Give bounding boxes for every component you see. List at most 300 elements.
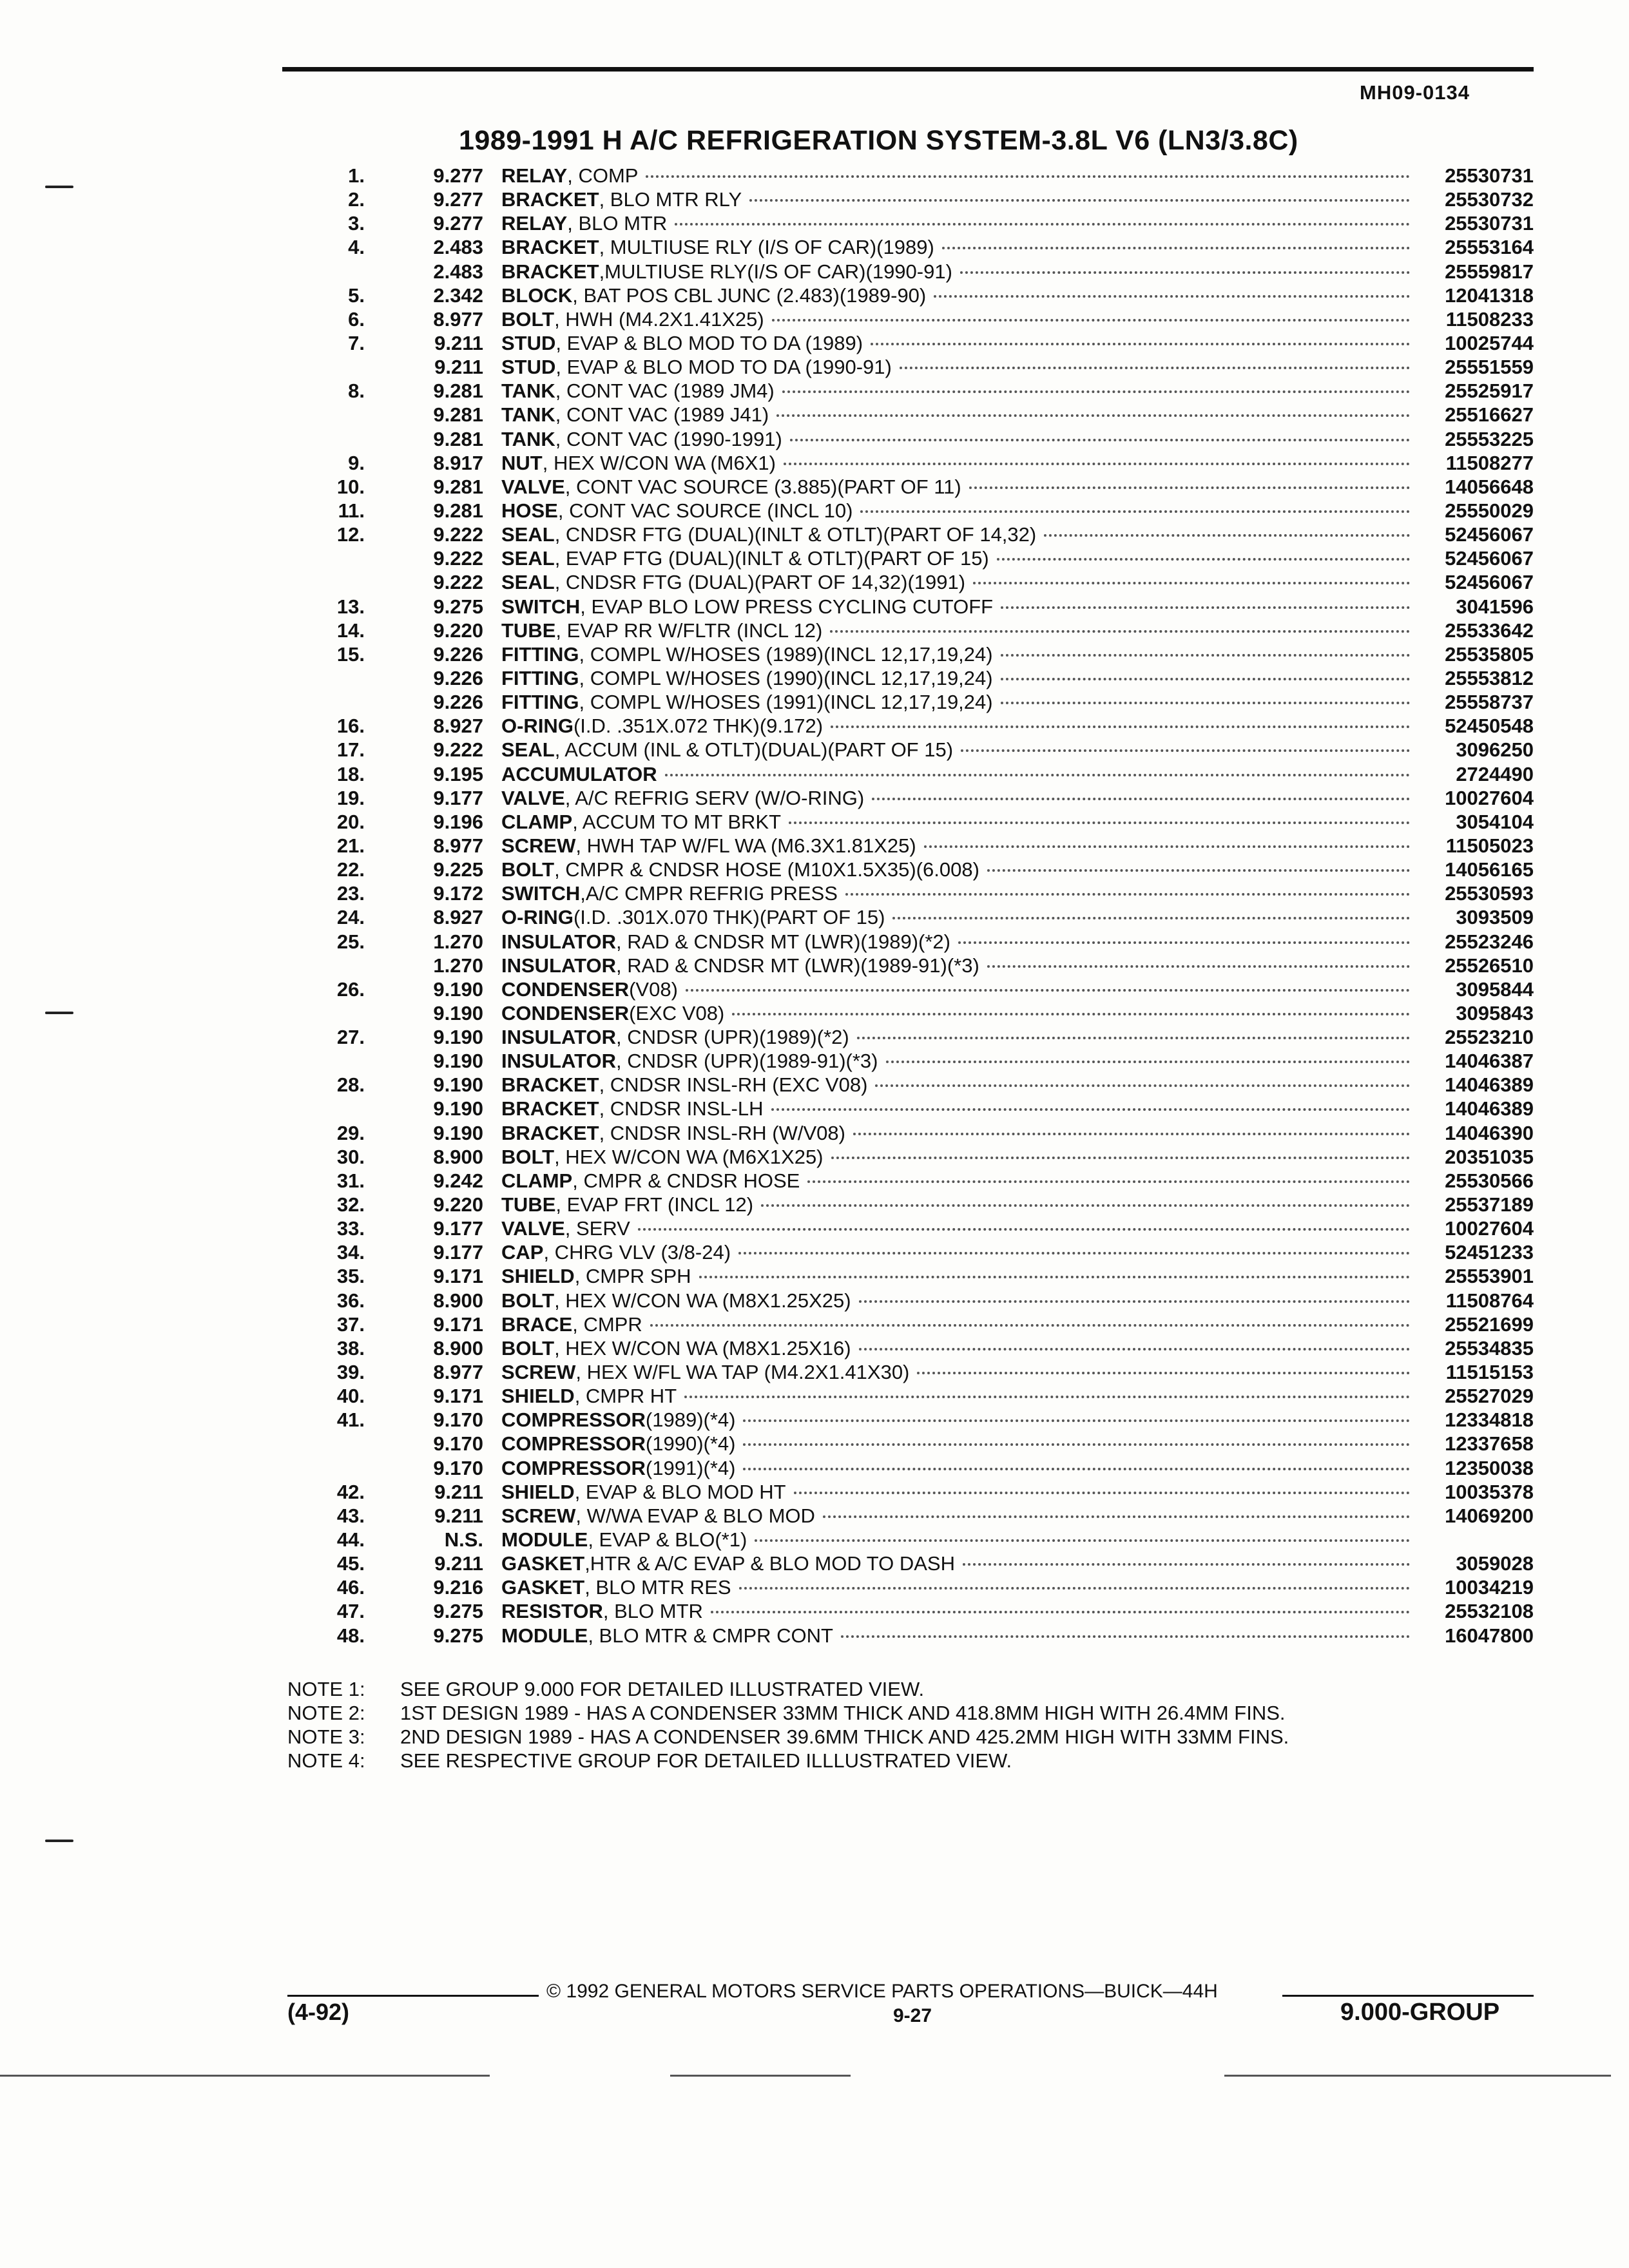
part-detail: , CMPR SPH xyxy=(574,1265,691,1288)
part-row xyxy=(0,905,1629,929)
part-row xyxy=(0,260,1629,284)
dot-leader xyxy=(771,1108,1411,1111)
part-number: 25551559 xyxy=(1445,356,1534,379)
note-line xyxy=(287,1749,1289,1773)
dot-leader xyxy=(650,1324,1410,1327)
part-detail: ,MULTIUSE RLY(I/S OF CAR)(1990-91) xyxy=(599,260,952,283)
group-number: 9.177 xyxy=(433,786,483,809)
dot-leader xyxy=(743,1419,1410,1422)
group-number: 1.270 xyxy=(433,930,483,953)
part-row xyxy=(0,810,1629,834)
part-number: 3093509 xyxy=(1456,906,1534,929)
part-number: 25530566 xyxy=(1445,1169,1534,1192)
part-description xyxy=(501,307,1416,331)
dot-leader xyxy=(749,199,1410,202)
part-name: SCREW xyxy=(501,834,576,857)
part-number: 25525917 xyxy=(1445,380,1534,403)
part-number: 25532108 xyxy=(1445,1600,1534,1623)
part-row xyxy=(0,1001,1629,1025)
group-number: 9.195 xyxy=(433,762,483,785)
part-name: RESISTOR xyxy=(501,1600,603,1623)
part-number: 11508764 xyxy=(1445,1289,1534,1312)
item-number: 18. xyxy=(336,762,365,785)
part-number: 14056648 xyxy=(1445,475,1534,498)
part-description xyxy=(501,211,1416,235)
part-name: VALVE xyxy=(501,786,565,809)
part-number: 25530732 xyxy=(1445,188,1534,211)
part-detail: , HEX W/CON WA (M8X1.25X25) xyxy=(554,1289,851,1312)
part-number: 10027604 xyxy=(1445,786,1534,809)
group-number: 9.211 xyxy=(434,331,483,354)
part-name: NUT xyxy=(501,451,543,474)
dot-leader xyxy=(686,989,1410,992)
group-number: 8.977 xyxy=(433,834,483,857)
part-description xyxy=(501,930,1416,954)
dot-leader xyxy=(973,582,1410,584)
part-name: TUBE xyxy=(501,619,556,642)
part-number: 20351035 xyxy=(1445,1145,1534,1168)
dot-leader xyxy=(790,439,1410,441)
part-description xyxy=(501,1121,1416,1145)
part-description xyxy=(501,570,1416,594)
part-row xyxy=(0,1264,1629,1288)
part-description xyxy=(501,1216,1416,1240)
part-detail: , CMPR HT xyxy=(574,1385,677,1408)
group-number: 8.900 xyxy=(433,1145,483,1168)
part-description xyxy=(501,834,1416,858)
part-row xyxy=(0,570,1629,594)
item-number: 21. xyxy=(336,834,365,857)
item-number: 47. xyxy=(336,1600,365,1623)
item-number: 6. xyxy=(348,307,365,331)
part-number: 25526510 xyxy=(1445,954,1534,977)
part-description xyxy=(501,1599,1416,1623)
part-name: BRACKET xyxy=(501,260,599,283)
part-detail: , CONT VAC (1989 J41) xyxy=(555,403,769,427)
item-number: 9. xyxy=(348,451,365,474)
part-detail: , COMPL W/HOSES (1990)(INCL 12,17,19,24) xyxy=(579,666,993,689)
part-name: BLOCK xyxy=(501,284,573,307)
part-detail: (I.D. .301X.070 THK)(PART OF 15) xyxy=(573,906,885,929)
part-row xyxy=(0,523,1629,546)
group-number: 9.190 xyxy=(433,1073,483,1097)
item-number: 1. xyxy=(348,164,365,187)
dot-leader xyxy=(958,941,1410,944)
part-description xyxy=(501,1456,1416,1480)
part-row xyxy=(0,1552,1629,1575)
part-detail: , CNDSR INSL-RH (EXC V08) xyxy=(599,1073,868,1097)
dot-leader xyxy=(743,1443,1410,1446)
part-name: BRACKET xyxy=(501,236,599,259)
part-description xyxy=(501,1624,1416,1648)
part-description xyxy=(501,284,1416,307)
part-detail: , ACCUM TO MT BRKT xyxy=(572,810,782,833)
group-number: 9.222 xyxy=(433,523,483,546)
part-description xyxy=(501,1169,1416,1193)
dot-leader xyxy=(934,295,1410,298)
dot-leader xyxy=(711,1611,1410,1613)
part-name: RELAY xyxy=(501,164,568,187)
dot-leader xyxy=(761,1204,1410,1207)
scan-artifact-line xyxy=(670,2075,851,2077)
part-description xyxy=(501,1360,1416,1384)
part-name: TANK xyxy=(501,403,555,427)
part-detail: , CNDSR INSL-LH xyxy=(599,1097,764,1120)
part-number: 11505023 xyxy=(1445,834,1534,857)
part-name: BOLT xyxy=(501,307,555,331)
part-name: SWITCH xyxy=(501,595,581,618)
part-description xyxy=(501,355,1416,379)
note-line xyxy=(287,1725,1289,1749)
group-number: 2.342 xyxy=(433,284,483,307)
dot-leader xyxy=(807,1180,1410,1183)
part-description xyxy=(501,546,1416,570)
item-number: 48. xyxy=(336,1624,365,1647)
part-description xyxy=(501,1528,1416,1552)
part-detail: , RAD & CNDSR MT (LWR)(1989-91)(*3) xyxy=(615,954,979,977)
part-description xyxy=(501,595,1416,619)
part-description xyxy=(501,403,1416,427)
item-number: 13. xyxy=(336,595,365,618)
part-number: 25516627 xyxy=(1445,403,1534,427)
part-number: 25559817 xyxy=(1445,260,1534,283)
part-description xyxy=(501,881,1416,905)
part-detail: (V08) xyxy=(629,977,678,1001)
group-number: 8.977 xyxy=(433,307,483,331)
part-row xyxy=(0,762,1629,786)
dot-leader xyxy=(960,271,1410,274)
dot-leader xyxy=(872,798,1410,800)
group-number: 8.900 xyxy=(433,1336,483,1360)
group-number: 9.281 xyxy=(433,475,483,498)
item-number: 30. xyxy=(336,1145,365,1168)
group-number: 1.270 xyxy=(433,954,483,977)
part-row xyxy=(0,1480,1629,1504)
copyright-text: © 1992 GENERAL MOTORS SERVICE PARTS OPERATIONS—BUICK—44H xyxy=(546,1981,1218,2002)
part-name: MODULE xyxy=(501,1624,588,1647)
dot-leader xyxy=(638,1228,1410,1231)
dot-leader xyxy=(871,343,1410,345)
part-description xyxy=(501,786,1416,810)
part-description xyxy=(501,1408,1416,1432)
part-description xyxy=(501,1264,1416,1288)
part-name: SEAL xyxy=(501,547,555,570)
part-row xyxy=(0,355,1629,379)
group-number: 9.281 xyxy=(433,380,483,403)
dot-leader xyxy=(924,845,1410,848)
note-line xyxy=(287,1677,1289,1701)
dot-leader xyxy=(987,965,1410,968)
dot-leader xyxy=(675,223,1410,226)
part-number: 25521699 xyxy=(1445,1312,1534,1336)
group-number: 9.171 xyxy=(433,1312,483,1336)
group-number: 9.222 xyxy=(433,547,483,570)
dot-leader xyxy=(646,175,1410,178)
part-name: MODULE xyxy=(501,1528,588,1552)
part-row xyxy=(0,1456,1629,1480)
part-name: GASKET xyxy=(501,1552,585,1575)
group-number: 9.220 xyxy=(433,1193,483,1216)
part-row xyxy=(0,619,1629,642)
part-name: SEAL xyxy=(501,738,555,762)
group-number: 8.977 xyxy=(433,1361,483,1384)
item-number: 25. xyxy=(336,930,365,953)
part-row xyxy=(0,1145,1629,1169)
part-description xyxy=(501,1575,1416,1599)
item-number: 43. xyxy=(336,1504,365,1527)
dot-leader xyxy=(823,1515,1410,1518)
item-number: 35. xyxy=(336,1265,365,1288)
part-row xyxy=(0,1575,1629,1599)
group-number: 8.927 xyxy=(433,715,483,738)
part-detail: , CNDSR FTG (DUAL)(PART OF 14,32)(1991) xyxy=(554,571,966,594)
part-row xyxy=(0,307,1629,331)
part-detail: (1990)(*4) xyxy=(645,1432,736,1456)
part-detail: , COMPL W/HOSES (1989)(INCL 12,17,19,24) xyxy=(579,642,993,666)
group-number: 9.275 xyxy=(433,1600,483,1623)
part-number: 52456067 xyxy=(1445,523,1534,546)
part-description xyxy=(501,235,1416,259)
group-number: 9.196 xyxy=(433,810,483,833)
part-name: COMPRESSOR xyxy=(501,1456,646,1479)
group-number: 9.226 xyxy=(433,666,483,689)
part-detail: , HEX W/CON WA (M6X1) xyxy=(542,451,776,474)
dot-leader xyxy=(942,247,1410,249)
part-name: O-RING xyxy=(501,906,574,929)
part-row xyxy=(0,187,1629,211)
part-row xyxy=(0,690,1629,714)
group-number: N.S. xyxy=(444,1528,483,1552)
item-number: 38. xyxy=(336,1336,365,1360)
part-number: 25553225 xyxy=(1445,427,1534,450)
item-number: 39. xyxy=(336,1361,365,1384)
part-description xyxy=(501,905,1416,929)
dot-leader xyxy=(665,774,1410,776)
part-detail: , ACCUM (INL & OTLT)(DUAL)(PART OF 15) xyxy=(554,738,954,762)
group-number: 9.190 xyxy=(433,1001,483,1024)
group-number: 9.170 xyxy=(433,1408,483,1432)
item-number: 4. xyxy=(348,236,365,259)
part-name: CLAMP xyxy=(501,810,573,833)
part-description xyxy=(501,499,1416,523)
part-description xyxy=(501,164,1416,187)
group-number: 9.211 xyxy=(434,356,483,379)
part-description xyxy=(501,523,1416,546)
part-name: COMPRESSOR xyxy=(501,1432,646,1456)
part-row xyxy=(0,1049,1629,1073)
dot-leader xyxy=(1001,678,1410,680)
part-number: 25533642 xyxy=(1445,619,1534,642)
dot-leader xyxy=(831,1157,1410,1159)
part-row xyxy=(0,1528,1629,1552)
part-detail: , BLO MTR xyxy=(602,1600,703,1623)
part-detail: (1991)(*4) xyxy=(645,1456,736,1479)
part-number: 25523210 xyxy=(1445,1026,1534,1049)
part-number: 12334818 xyxy=(1445,1408,1534,1432)
part-number: 11515153 xyxy=(1445,1361,1534,1384)
part-number: 25550029 xyxy=(1445,499,1534,522)
part-detail: , CMPR & CNDSR HOSE (M10X1.5X35)(6.008) xyxy=(554,858,979,881)
part-name: BOLT xyxy=(501,1145,555,1168)
part-name: SCREW xyxy=(501,1361,576,1384)
part-row xyxy=(0,1384,1629,1408)
item-number: 29. xyxy=(336,1121,365,1144)
part-detail: , EVAP & BLO(*1) xyxy=(588,1528,747,1552)
group-label: 9.000-GROUP xyxy=(1340,1999,1500,2026)
dot-leader xyxy=(776,414,1410,417)
note-text: SEE GROUP 9.000 FOR DETAILED ILLUSTRATED VIEW. xyxy=(400,1678,925,1700)
part-number: 10035378 xyxy=(1445,1480,1534,1503)
item-number: 23. xyxy=(336,882,365,905)
part-detail: , COMPL W/HOSES (1991)(INCL 12,17,19,24) xyxy=(579,691,993,714)
part-description xyxy=(501,1480,1416,1504)
part-description xyxy=(501,1504,1416,1528)
part-detail: , BLO MTR RES xyxy=(584,1576,731,1599)
part-name: FITTING xyxy=(501,691,579,714)
dot-leader xyxy=(794,1492,1410,1494)
part-detail: , BLO MTR & CMPR CONT xyxy=(588,1624,833,1647)
part-description xyxy=(501,738,1416,762)
part-number: 25534835 xyxy=(1445,1336,1534,1360)
part-name: RELAY xyxy=(501,212,568,235)
group-number: 9.281 xyxy=(433,499,483,522)
part-name: INSULATOR xyxy=(501,1026,616,1049)
binder-hole-mark xyxy=(45,1840,73,1842)
part-row xyxy=(0,930,1629,954)
part-detail: , SERV xyxy=(564,1217,630,1240)
part-row xyxy=(0,1432,1629,1456)
part-detail: , HEX W/CON WA (M6X1X25) xyxy=(554,1145,824,1168)
item-number: 24. xyxy=(336,906,365,929)
part-detail: , BAT POS CBL JUNC (2.483)(1989-90) xyxy=(572,284,927,307)
part-detail: , W/WA EVAP & BLO MOD xyxy=(575,1504,815,1527)
part-row xyxy=(0,1312,1629,1336)
part-row xyxy=(0,499,1629,523)
dot-leader xyxy=(1044,534,1410,537)
group-number: 9.172 xyxy=(433,882,483,905)
part-name: SHIELD xyxy=(501,1385,575,1408)
part-number: 3095843 xyxy=(1456,1001,1534,1024)
part-detail: , EVAP & BLO MOD HT xyxy=(574,1480,786,1503)
part-name: BOLT xyxy=(501,858,555,881)
binder-hole-mark xyxy=(45,1012,73,1014)
item-number: 34. xyxy=(336,1241,365,1264)
part-row xyxy=(0,954,1629,977)
group-number: 9.220 xyxy=(433,619,483,642)
part-name: BOLT xyxy=(501,1336,555,1360)
part-row xyxy=(0,211,1629,235)
dot-leader xyxy=(853,1133,1410,1135)
part-row xyxy=(0,1624,1629,1648)
dot-leader xyxy=(755,1539,1410,1542)
part-name: FITTING xyxy=(501,642,579,666)
part-row xyxy=(0,1025,1629,1049)
part-detail: , HEX W/FL WA TAP (M4.2X1.41X30) xyxy=(575,1361,910,1384)
document-code: MH09-0134 xyxy=(1360,81,1470,104)
item-number: 7. xyxy=(348,331,365,354)
part-detail: , HWH TAP W/FL WA (M6.3X1.81X25) xyxy=(575,834,916,857)
part-number: 12337658 xyxy=(1445,1432,1534,1456)
part-row xyxy=(0,1599,1629,1623)
group-number: 9.226 xyxy=(433,642,483,666)
part-row xyxy=(0,1193,1629,1216)
group-number: 9.277 xyxy=(433,212,483,235)
group-number: 2.483 xyxy=(433,236,483,259)
part-row xyxy=(0,666,1629,690)
group-number: 9.275 xyxy=(433,1624,483,1647)
part-number: 52456067 xyxy=(1445,571,1534,594)
part-number: 25535805 xyxy=(1445,642,1534,666)
part-number: 12350038 xyxy=(1445,1456,1534,1479)
part-row xyxy=(0,546,1629,570)
part-row xyxy=(0,284,1629,307)
part-row xyxy=(0,1073,1629,1097)
note-text: 2ND DESIGN 1989 - HAS A CONDENSER 39.6MM THICK AND 425.2MM HIGH WITH 33MM FINS. xyxy=(400,1725,1289,1748)
part-detail: , BLO MTR RLY xyxy=(599,188,742,211)
group-number: 9.216 xyxy=(433,1576,483,1599)
item-number: 46. xyxy=(336,1576,365,1599)
part-detail: , COMP xyxy=(567,164,639,187)
part-detail: (1989)(*4) xyxy=(645,1408,736,1432)
part-detail: , CONT VAC (1990-1991) xyxy=(555,427,782,450)
part-description xyxy=(501,1240,1416,1264)
item-number: 36. xyxy=(336,1289,365,1312)
part-description xyxy=(501,690,1416,714)
group-number: 9.281 xyxy=(433,427,483,450)
part-name: BRACKET xyxy=(501,1097,599,1120)
part-detail: ,A/C CMPR REFRIG PRESS xyxy=(580,882,838,905)
part-name: COMPRESSOR xyxy=(501,1408,646,1432)
part-number: 14056165 xyxy=(1445,858,1534,881)
group-number: 9.190 xyxy=(433,1121,483,1144)
dot-leader xyxy=(859,1348,1410,1350)
part-detail: , CONT VAC SOURCE (INCL 10) xyxy=(557,499,853,522)
part-number: 25537189 xyxy=(1445,1193,1534,1216)
dot-leader xyxy=(743,1468,1410,1470)
part-description xyxy=(501,666,1416,690)
part-number: 14046387 xyxy=(1445,1050,1534,1073)
part-row xyxy=(0,1336,1629,1360)
part-number: 3059028 xyxy=(1456,1552,1534,1575)
group-number: 9.177 xyxy=(433,1217,483,1240)
group-number: 9.222 xyxy=(433,738,483,762)
dot-leader xyxy=(784,463,1410,465)
part-description xyxy=(501,1001,1416,1025)
group-number: 9.190 xyxy=(433,1026,483,1049)
date-code: (4-92) xyxy=(287,1999,350,2025)
part-name: STUD xyxy=(501,356,556,379)
part-name: INSULATOR xyxy=(501,1050,616,1073)
item-number: 11. xyxy=(338,499,365,522)
part-description xyxy=(501,475,1416,499)
group-number: 8.900 xyxy=(433,1289,483,1312)
item-number: 3. xyxy=(348,212,365,235)
note-label: NOTE 3: xyxy=(287,1725,365,1748)
part-description xyxy=(501,858,1416,881)
part-description xyxy=(501,1336,1416,1360)
group-number: 9.277 xyxy=(433,164,483,187)
part-description xyxy=(501,977,1416,1001)
group-number: 9.275 xyxy=(433,595,483,618)
item-number: 27. xyxy=(336,1026,365,1049)
dot-leader xyxy=(969,486,1410,489)
part-description xyxy=(501,427,1416,451)
note-line xyxy=(287,1701,1289,1725)
part-description xyxy=(501,810,1416,834)
item-number: 22. xyxy=(336,858,365,881)
part-number: 52451233 xyxy=(1445,1241,1534,1264)
item-number: 20. xyxy=(336,810,365,833)
